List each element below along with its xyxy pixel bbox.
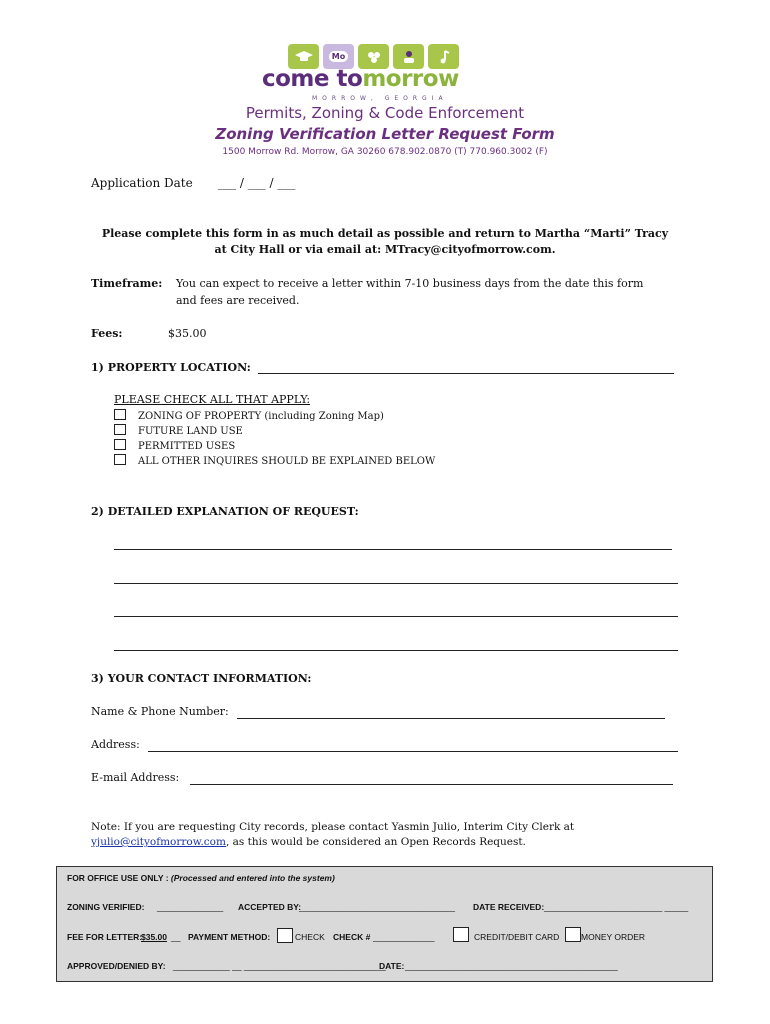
approved-denied-field[interactable]: ____________ __ ______________________________ — [173, 961, 386, 971]
checkbox[interactable] — [114, 454, 126, 465]
fees-value: $35.00 — [168, 327, 207, 340]
mo-badge-text: Mo — [329, 51, 348, 62]
property-location-label: 1) PROPERTY LOCATION: — [91, 361, 251, 374]
zoning-verified-field[interactable]: ______________ — [157, 902, 224, 912]
office-date-field[interactable]: _____________________________________________ — [405, 961, 618, 971]
check-label: CHECK — [295, 932, 325, 942]
zoning-verified-label: ZONING VERIFIED: — [67, 902, 145, 912]
name-phone-label: Name & Phone Number: — [91, 705, 229, 718]
timeframe-line2: and fees are received. — [176, 294, 300, 307]
check-number-label: CHECK # — [333, 932, 371, 942]
check-number-field[interactable]: _____________ — [373, 932, 435, 942]
email-label: E-mail Address: — [91, 771, 180, 784]
check-option-other[interactable] — [114, 454, 435, 469]
brand-part2: morrow — [362, 66, 459, 92]
form-title: Zoning Verification Letter Request Form — [215, 125, 555, 143]
option-label: FUTURE LAND USE — [138, 426, 243, 437]
check-checkbox[interactable] — [277, 928, 293, 943]
option-label: ALL OTHER INQUIRES SHOULD BE EXPLAINED BELOW — [138, 456, 436, 467]
office-heading-note: (Processed and entered into the system) — [170, 873, 335, 883]
application-date-label: Application Date — [91, 176, 193, 190]
check-option-permitted-uses[interactable] — [114, 439, 435, 454]
explanation-line-4[interactable] — [114, 650, 678, 651]
checkbox[interactable] — [114, 424, 126, 435]
timeframe-label: Timeframe: — [91, 277, 163, 290]
office-date-label: DATE: — [379, 961, 405, 971]
check-option-future-land-use[interactable] — [114, 424, 435, 439]
office-heading-text: FOR OFFICE USE ONLY : — [67, 873, 171, 883]
option-label: PERMITTED USES — [138, 441, 236, 452]
department-title: Permits, Zoning & Code Enforcement — [245, 104, 525, 122]
check-option-zoning[interactable] — [114, 409, 435, 424]
approved-denied-label: APPROVED/DENIED BY: — [67, 961, 166, 971]
detailed-explanation-label: 2) DETAILED EXPLANATION OF REQUEST: — [91, 505, 359, 518]
fee-value: $35.00 — [141, 932, 167, 942]
brand-logo-text — [262, 66, 459, 92]
check-options-list — [114, 409, 435, 469]
note-line2 — [91, 836, 526, 848]
accepted-by-field[interactable]: _________________________________ — [299, 902, 456, 912]
timeframe-line1: You can expect to receive a letter within 7-10 business days from the date this form — [176, 277, 644, 290]
explanation-line-3[interactable] — [114, 616, 678, 617]
fee-blank: __ — [171, 932, 181, 942]
brand-tagline: MORROW, GEORGIA — [312, 95, 448, 102]
contact-info-label: 3) YOUR CONTACT INFORMATION: — [91, 672, 312, 685]
money-order-label: MONEY ORDER — [581, 932, 646, 942]
office-use-heading — [67, 873, 335, 883]
explanation-line-2[interactable] — [114, 583, 678, 584]
note-line2-text: , as this would be considered an Open Records Request. — [225, 836, 526, 848]
address-field[interactable] — [148, 751, 678, 752]
name-phone-field[interactable] — [237, 718, 665, 719]
credit-card-label: CREDIT/DEBIT CARD — [474, 932, 560, 942]
credit-card-checkbox[interactable] — [453, 927, 469, 942]
address-label: Address: — [91, 738, 140, 751]
checkbox[interactable] — [114, 409, 126, 420]
option-label: ZONING OF PROPERTY (including Zoning Map) — [138, 411, 384, 422]
property-location-field[interactable] — [258, 373, 674, 374]
fees-label: Fees: — [91, 327, 123, 340]
brand-part1: come to — [262, 66, 363, 92]
checkbox[interactable] — [114, 439, 126, 450]
contact-address: 1500 Morrow Rd. Morrow, GA 30260 678.902.0870 (T) 770.960.3002 (F) — [222, 147, 548, 157]
instructions-line2: at City Hall or via email at: MTracy@cityofmorrow.com. — [214, 243, 556, 256]
clerk-email-link[interactable]: yjulio@cityofmorrow.com — [91, 836, 226, 848]
money-order-checkbox[interactable] — [565, 927, 581, 942]
email-field[interactable] — [190, 784, 673, 785]
office-use-box — [56, 866, 713, 982]
note-line1: Note: If you are requesting City records, please contact Yasmin Julio, Interim City Clerk at — [91, 821, 575, 833]
explanation-line-1[interactable] — [114, 549, 672, 550]
date-received-field[interactable]: _________________________ _____ — [544, 902, 689, 912]
application-date-field[interactable]: ___ / ___ / ___ — [218, 176, 296, 190]
accepted-by-label: ACCEPTED BY: — [238, 902, 302, 912]
payment-method-label: PAYMENT METHOD: — [188, 932, 271, 942]
check-all-heading: PLEASE CHECK ALL THAT APPLY: — [114, 393, 311, 406]
instructions-line1: Please complete this form in as much detail as possible and return to Martha “Marti” Tracy — [101, 227, 669, 240]
date-received-label: DATE RECEIVED: — [473, 902, 545, 912]
fee-for-letter-label: FEE FOR LETTER: — [67, 932, 143, 942]
